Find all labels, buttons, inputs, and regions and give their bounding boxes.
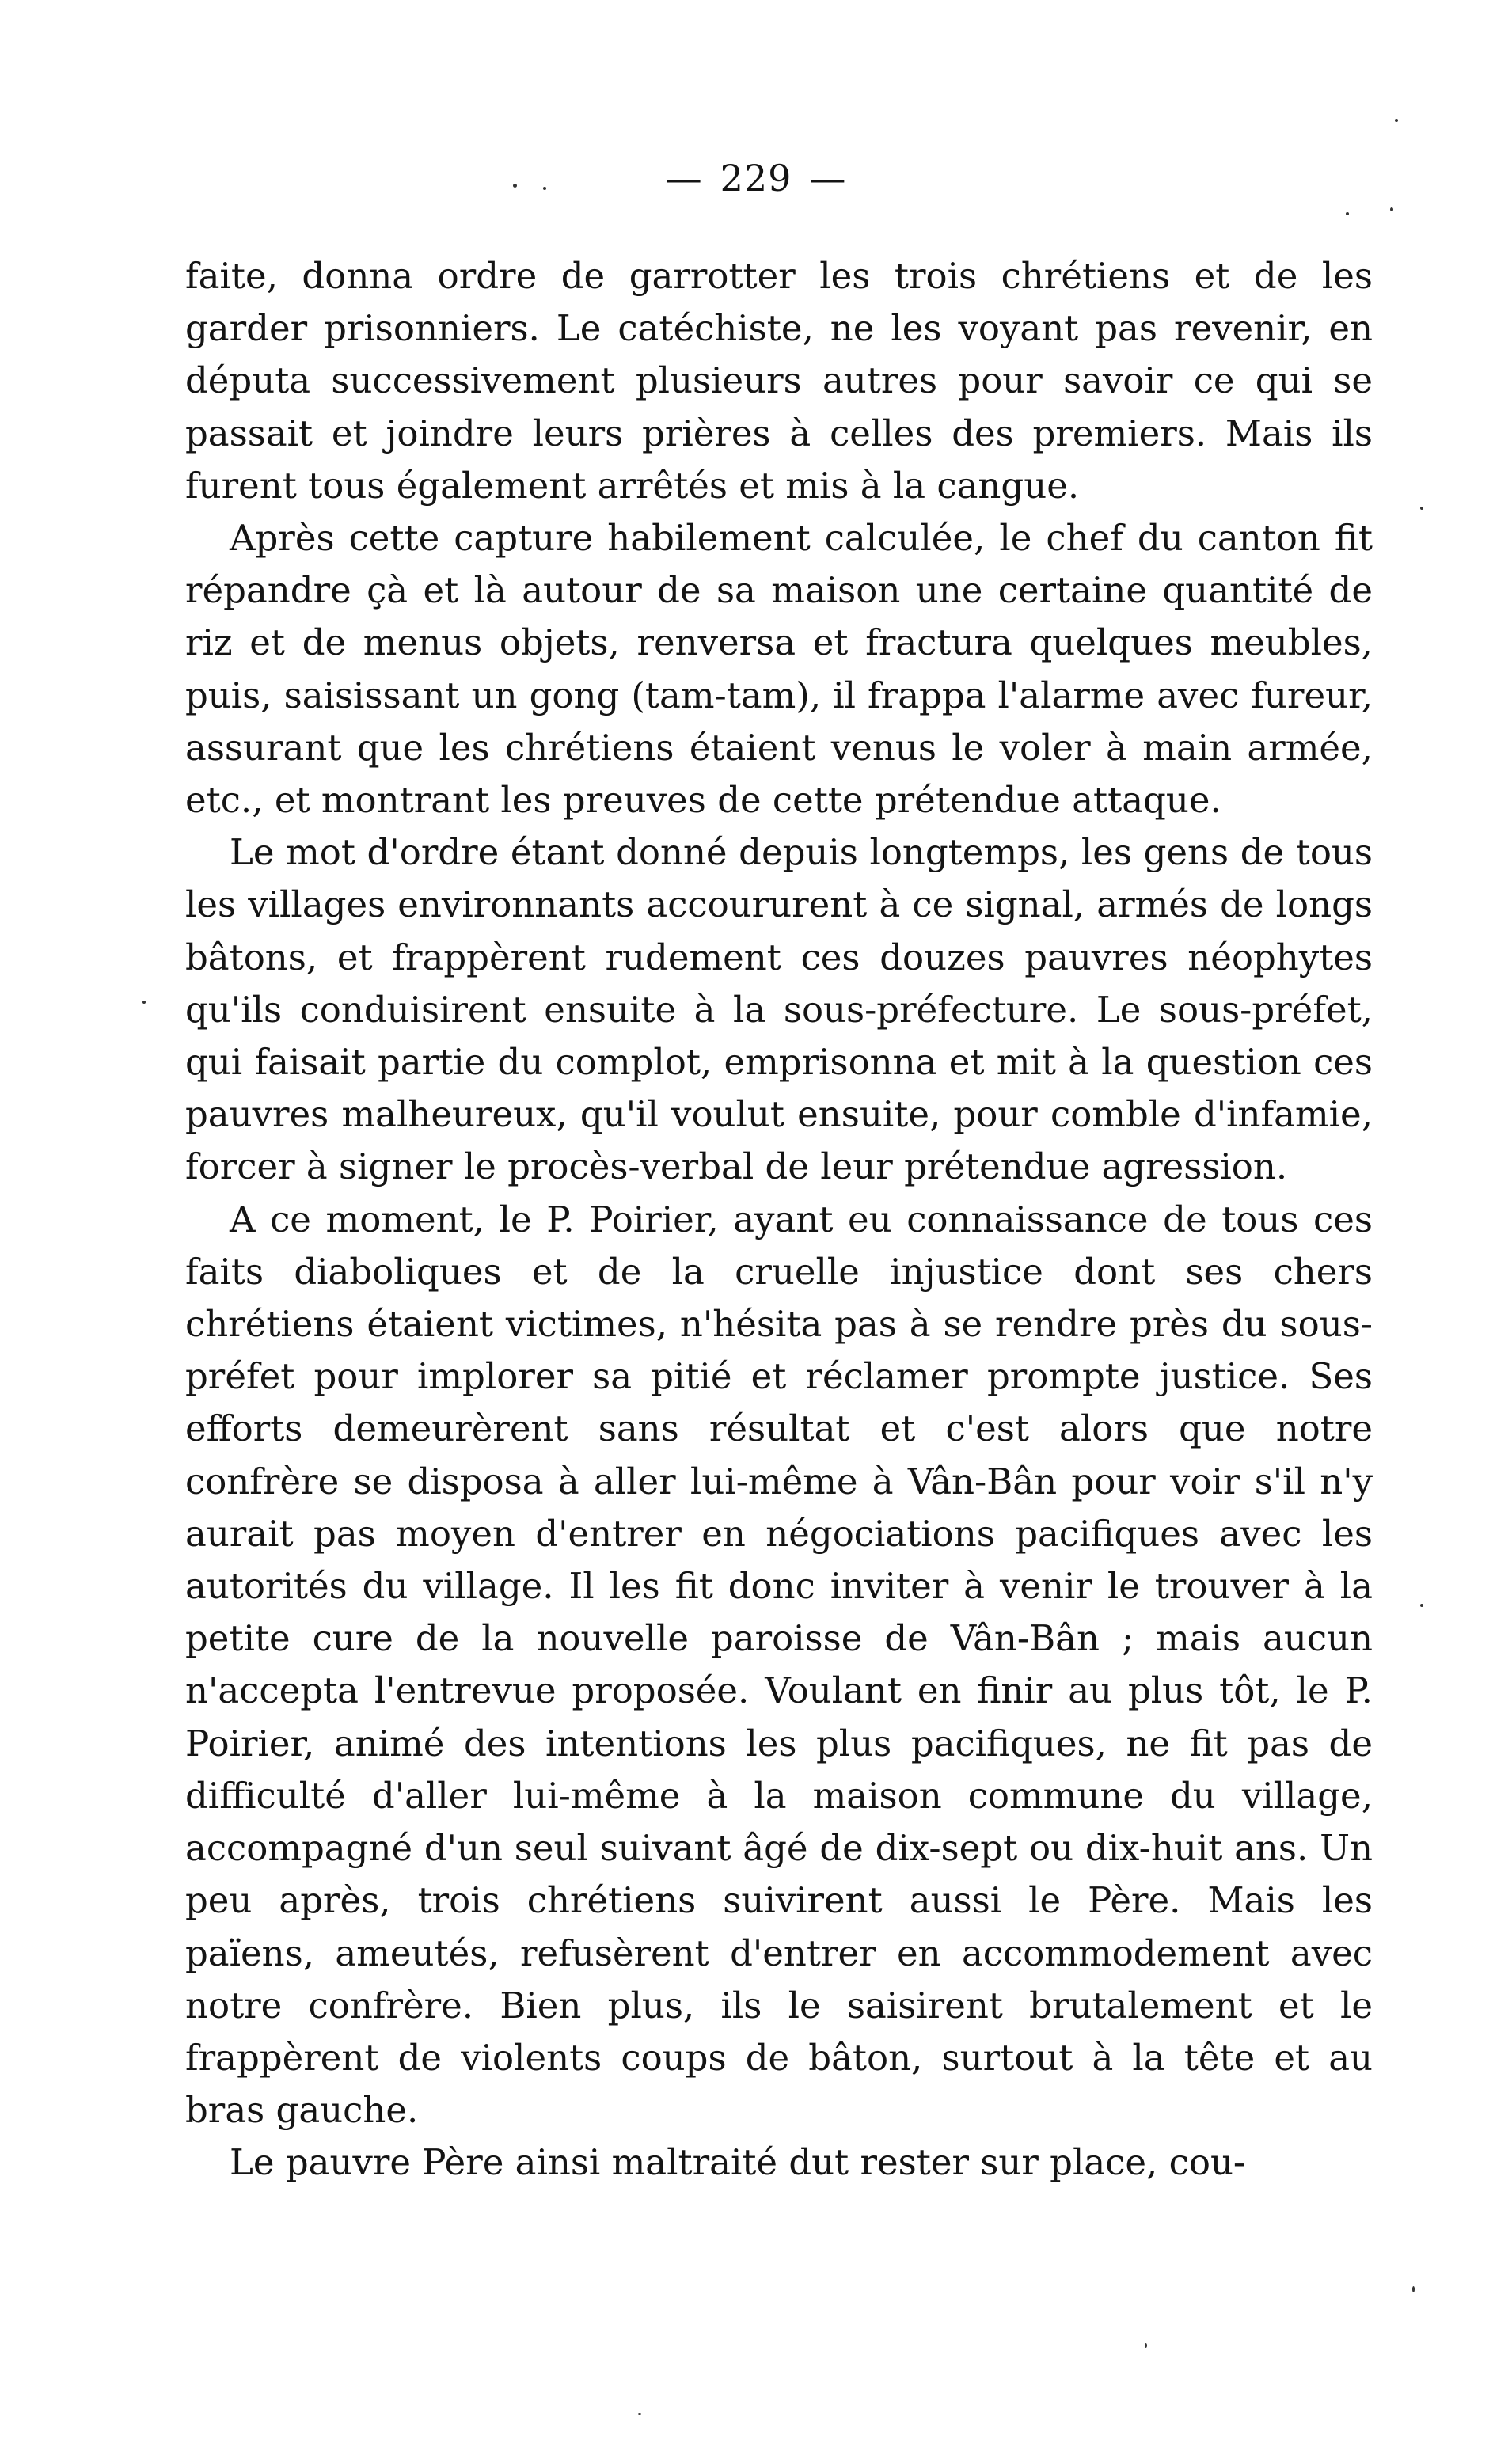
header-dash-right: — (809, 157, 847, 199)
scan-speck (1390, 207, 1393, 211)
scan-speck (543, 187, 546, 190)
scan-speck (513, 184, 517, 188)
scan-speck (1395, 119, 1398, 122)
paragraph: Le mot d'ordre étant donné depuis longtemps, les gens de tous les villages environnants accoururent à ce signal, armés de longs bâtons, et frappèrent rudement ces douzes pauvres néophytes qu'ils conduisirent ensuite à la sous-préfecture. Le sous-préfet, qui faisait partie du complot, emprisonna et mit à la question ces pauvres malheureux, qu'il voulut ensuite, pour comble d'infamie, forcer à signer le procès-verbal de leur prétendue agression. (185, 831, 1373, 1188)
paragraph: Le pauvre Père ainsi maltraité dut rester sur place, cou- (230, 2141, 1246, 2184)
paragraph: Après cette capture habilement calculée, le chef du canton fit répandre çà et là autour de sa maison une certaine quantité de riz et de menus objets, renversa et fractura quelques meubles, puis, saisissant un gong (tam-tam), il frappa l'alarme avec fureur, assurant que les chrétiens étaient venus le voler à main armée, etc., et montrant les preuves de cette prétendue attaque. (185, 517, 1373, 822)
scan-speck (1346, 212, 1349, 215)
paragraph: faite, donna ordre de garrotter les trois chrétiens et de les garder prisonniers. Le catéchiste, ne les voyant pas revenir, en députa successivement plusieurs autres pour savoir ce qui se passait et joindre leurs prières à celles des premiers. Mais ils furent tous également arrêtés et mis à la cangue. (185, 255, 1373, 507)
scan-speck (1145, 2343, 1147, 2348)
page-number: 229 (720, 157, 792, 199)
scan-speck (1412, 2286, 1415, 2292)
scan-speck (1420, 1604, 1423, 1607)
scan-speck (638, 2413, 641, 2415)
page-header (0, 157, 1512, 199)
paragraph: A ce moment, le P. Poirier, ayant eu connaissance de tous ces faits diaboliques et de la cruelle injustice dont ses chers chrétiens étaient victimes, n'hésita pas à se rendre près du sous-préfet pour implorer sa pitié et réclamer prompte justice. Ses efforts demeurèrent sans résultat et c'est alors que notre confrère se disposa à aller lui-même à Vân-Bân pour voir s'il n'y aurait pas moyen d'entrer en négociations pacifiques avec les autorités du village. Il les fit donc inviter à venir le trouver à la petite cure de la nouvelle paroisse de Vân-Bân ; mais aucun n'accepta l'entrevue proposée. Voulant en finir au plus tôt, le P. Poirier, animé des intentions les plus pacifiques, ne fit pas de difficulté d'aller lui-même à la maison commune du village, accompagné d'un seul suivant âgé de dix-sept ou dix-huit ans. Un peu après, trois chrétiens suivirent aussi le Père. Mais les païens, ameutés, refusèrent d'entrer en accommodement avec notre confrère. Bien plus, ils le saisirent brutalement et le frappèrent de violents coups de bâton, surtout à la tête et au bras gauche. (185, 1198, 1373, 2132)
header-dash-left: — (665, 157, 703, 199)
scan-speck (142, 1001, 146, 1004)
body-text (185, 250, 1373, 2190)
scan-speck (1420, 507, 1423, 510)
